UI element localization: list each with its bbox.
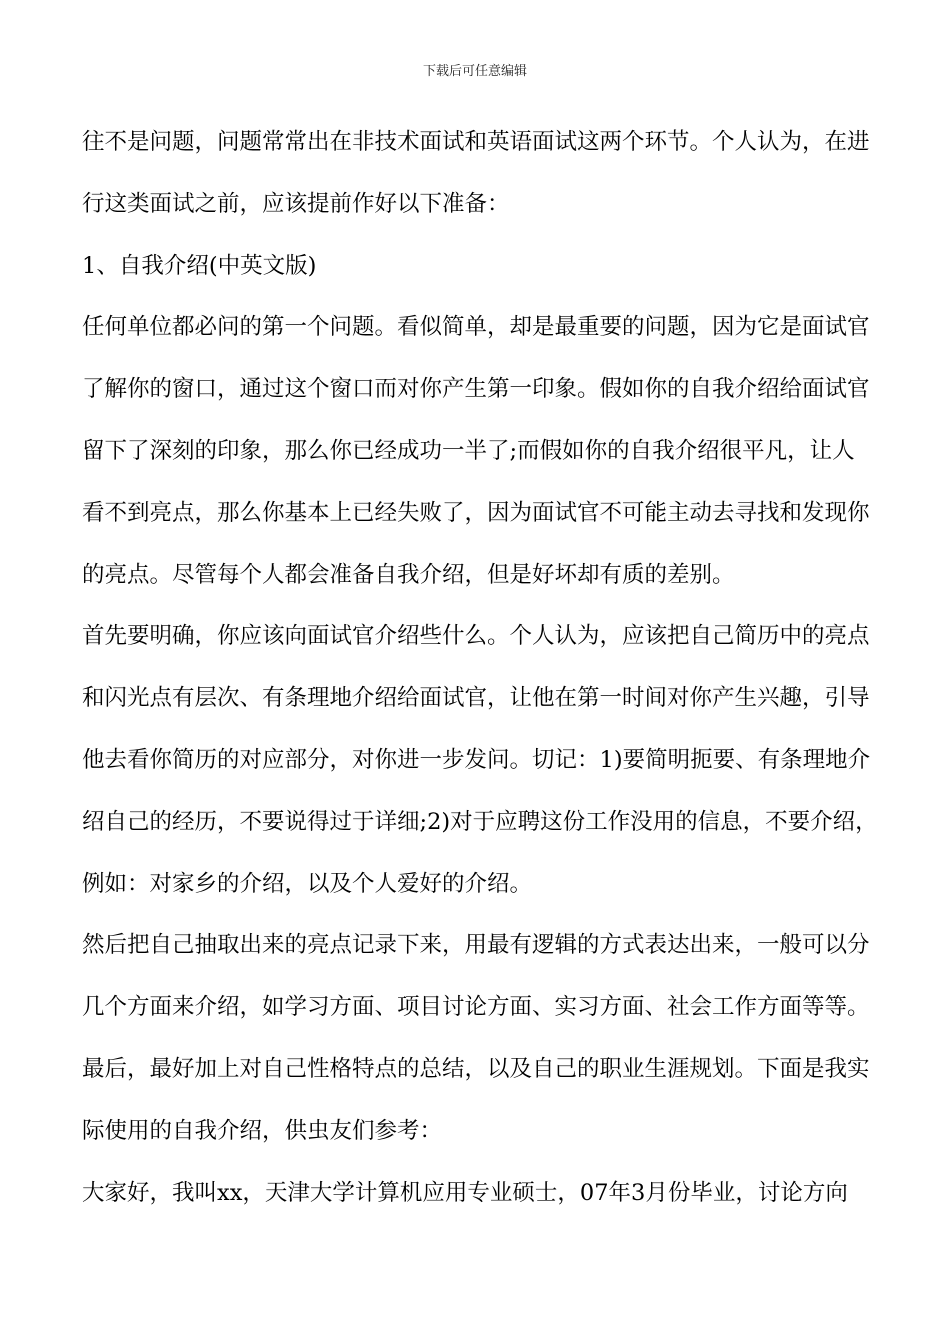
document-body xyxy=(82,112,882,1224)
text-line: 际使用的自我介绍，供虫友们参考： xyxy=(82,1117,443,1144)
text-line: 往不是问题，问题常常出在非技术面试和英语面试这两个环节。个人认为，在进 xyxy=(82,129,870,155)
text-line: 看不到亮点，那么你基本上已经失败了，因为面试官不可能主动去寻找和发现你 xyxy=(82,499,870,526)
text-line: 留下了深刻的印象，那么你已经成功一半了;而假如你的自我介绍很平凡，让人 xyxy=(82,437,855,464)
text-line: 了解你的窗口，通过这个窗口而对你产生第一印象。假如你的自我介绍给面试官 xyxy=(82,376,870,403)
text-line: 和闪光点有层次、有条理地介绍给面试官，让他在第一时间对你产生兴趣，引导 xyxy=(82,685,870,712)
text-line: 然后把自己抽取出来的亮点记录下来，用最有逻辑的方式表达出来，一般可以分 xyxy=(82,932,870,959)
text-line: 行这类面试之前，应该提前作好以下准备： xyxy=(82,190,510,217)
text-line: 最后，最好加上对自己性格特点的总结，以及自己的职业生涯规划。下面是我实 xyxy=(82,1055,870,1082)
text-line: 几个方面来介绍，如学习方面、项目讨论方面、实习方面、社会工作方面等等。 xyxy=(82,994,870,1021)
text-line: 他去看你简历的对应部分，对你进一步发问。切记：1)要简明扼要、有条理地介 xyxy=(82,746,871,773)
text-line: 任何单位都必问的第一个问题。看似简单，却是最重要的问题，因为它是面试官 xyxy=(82,314,870,341)
text-line: 的亮点。尽管每个人都会准备自我介绍，但是好坏却有质的差别。 xyxy=(82,561,735,588)
page-header-note: 下载后可任意编辑 xyxy=(422,64,527,79)
text-line: 绍自己的经历，不要说得过于详细;2)对于应聘这份工作没用的信息，不要介绍， xyxy=(82,808,878,835)
text-line: 例如：对家乡的介绍，以及个人爱好的介绍。 xyxy=(82,870,533,897)
text-line: 首先要明确，你应该向面试官介绍些什么。个人认为，应该把自己简历中的亮点 xyxy=(82,623,870,650)
section-heading: 1、自我介绍(中英文版) xyxy=(82,252,317,279)
text-line: 大家好，我叫xx，天津大学计算机应用专业硕士，07年3月份毕业，讨论方向 xyxy=(82,1179,848,1206)
